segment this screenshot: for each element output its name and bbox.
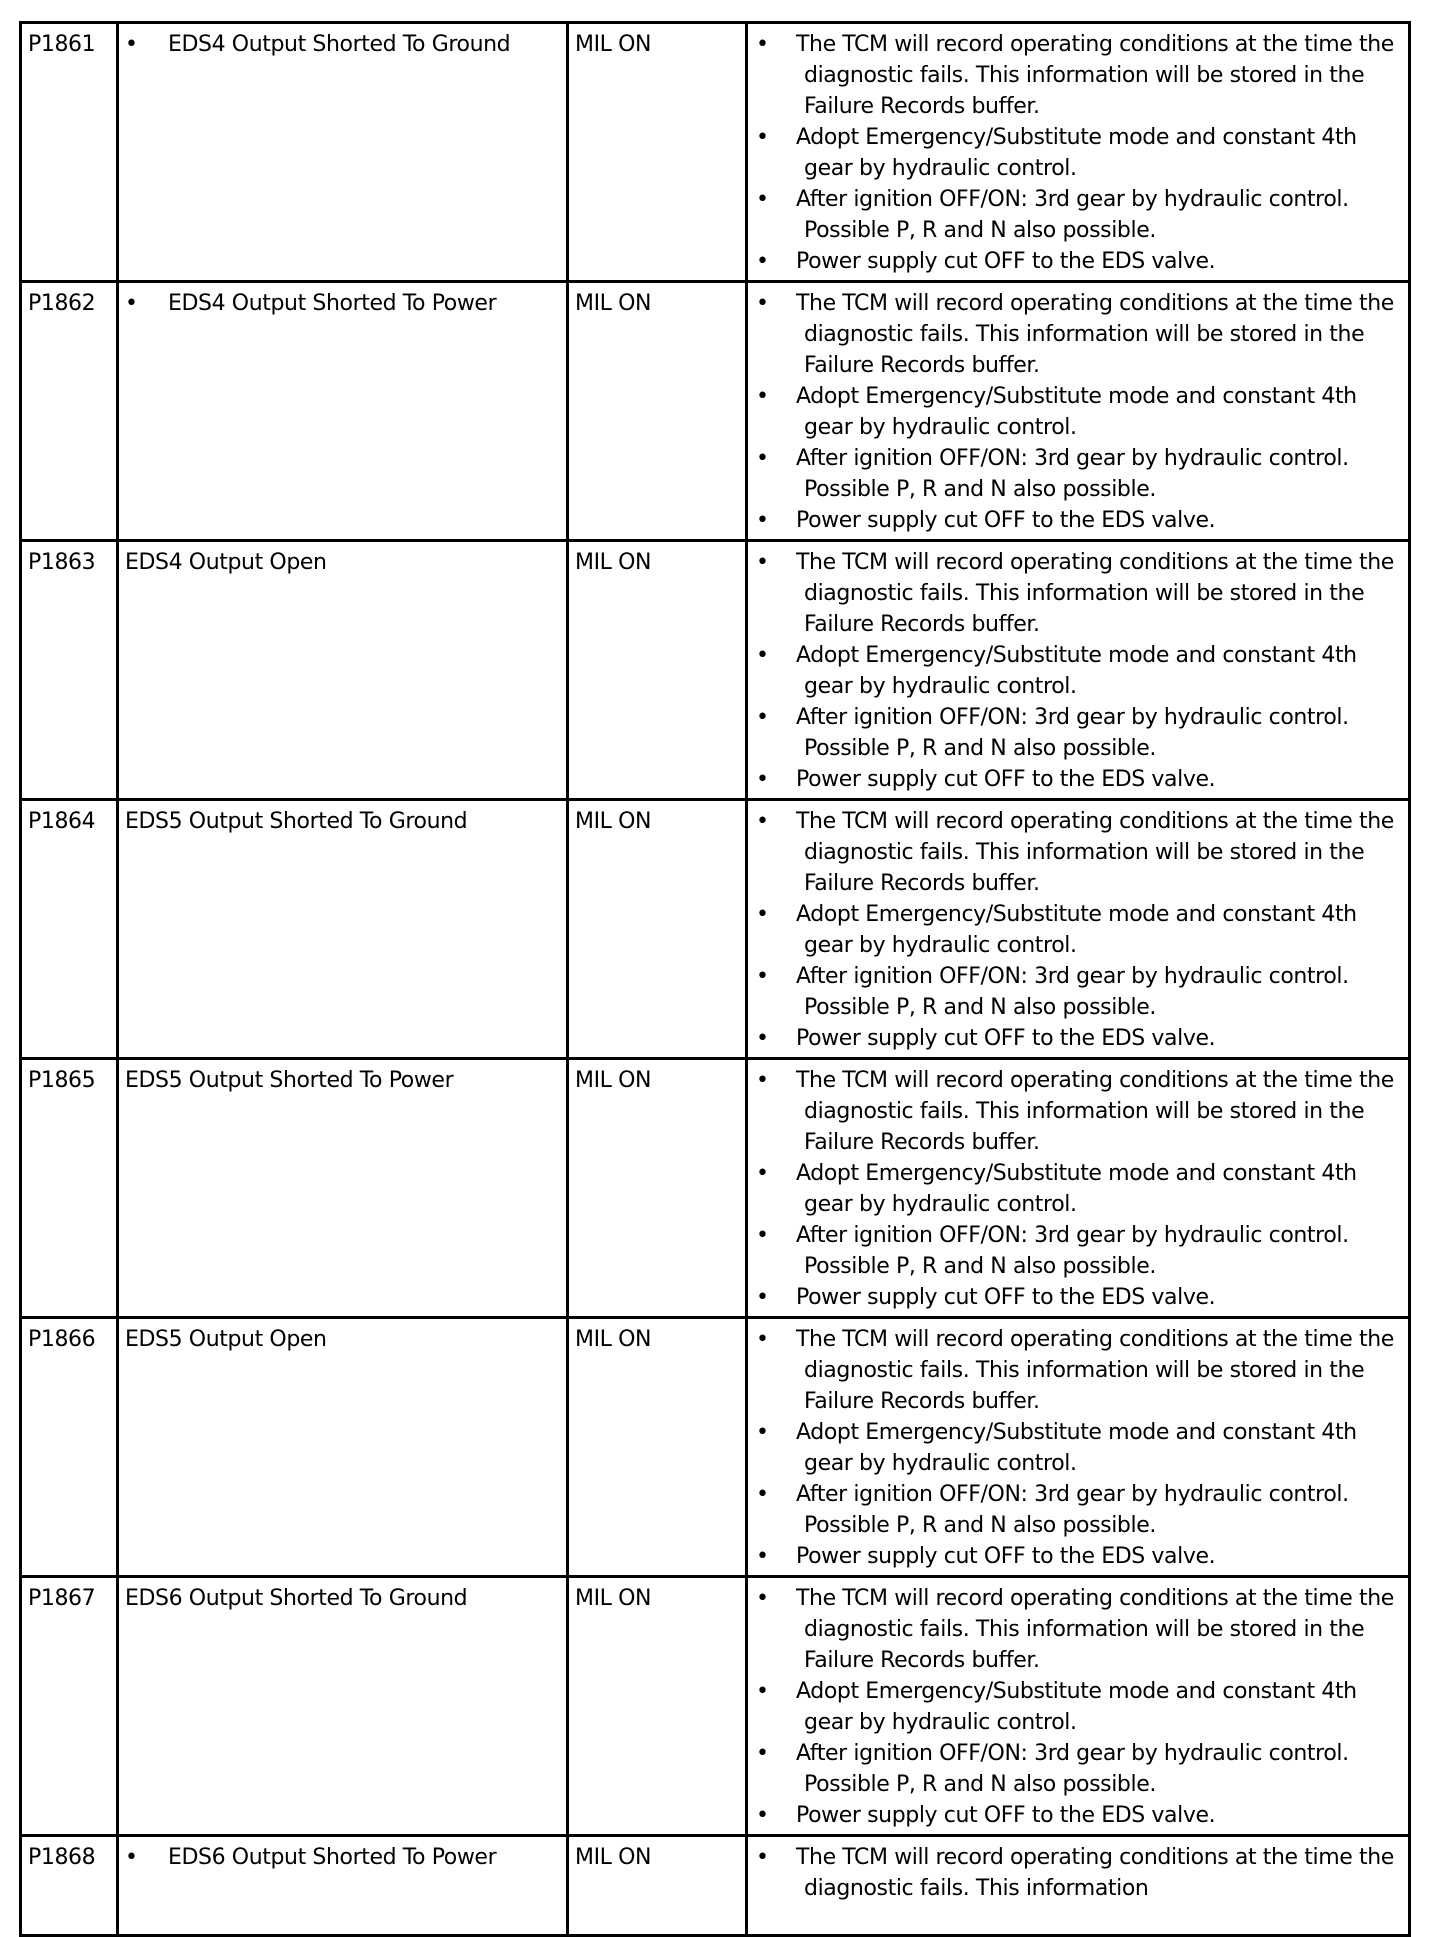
bullet-icon: • bbox=[756, 384, 769, 409]
mil-status: MIL ON bbox=[568, 800, 747, 1059]
action-text: After ignition OFF/ON: 3rd gear by hydraulic control. Possible P, R and N also possible. bbox=[796, 1741, 1349, 1797]
table-row bbox=[21, 1059, 1410, 1318]
actions-list bbox=[756, 29, 1406, 277]
fault-description-cell bbox=[118, 23, 568, 282]
action-text: Adopt Emergency/Substitute mode and constant 4th gear by hydraulic control. bbox=[796, 1679, 1357, 1735]
fail-safe-actions-cell bbox=[747, 800, 1410, 1059]
description-text: EDS4 Output Shorted To Power bbox=[168, 291, 497, 316]
action-text: After ignition OFF/ON: 3rd gear by hydraulic control. Possible P, R and N also possible. bbox=[796, 1482, 1349, 1538]
bullet-icon: • bbox=[756, 1223, 769, 1248]
fail-safe-actions-cell bbox=[747, 541, 1410, 800]
bullet-icon: • bbox=[756, 902, 769, 927]
bullet-icon: • bbox=[756, 809, 769, 834]
action-text: Adopt Emergency/Substitute mode and constant 4th gear by hydraulic control. bbox=[796, 1420, 1357, 1476]
mil-status: MIL ON bbox=[568, 1059, 747, 1318]
action-item bbox=[756, 1676, 1406, 1738]
action-item bbox=[756, 505, 1406, 536]
table-body bbox=[21, 23, 1410, 1936]
dtc-code: P1866 bbox=[21, 1318, 118, 1577]
action-text: After ignition OFF/ON: 3rd gear by hydraulic control. Possible P, R and N also possible. bbox=[796, 1223, 1349, 1279]
fault-description-cell bbox=[118, 541, 568, 800]
actions-list bbox=[756, 1065, 1406, 1313]
bullet-icon: • bbox=[756, 964, 769, 989]
mil-status: MIL ON bbox=[568, 1577, 747, 1836]
bullet-icon: • bbox=[756, 508, 769, 533]
action-item bbox=[756, 246, 1406, 277]
bullet-icon: • bbox=[756, 32, 769, 57]
action-text: Adopt Emergency/Substitute mode and constant 4th gear by hydraulic control. bbox=[796, 902, 1357, 958]
bullet-icon: • bbox=[125, 291, 138, 316]
bullet-icon: • bbox=[756, 1161, 769, 1186]
action-text: Adopt Emergency/Substitute mode and constant 4th gear by hydraulic control. bbox=[796, 643, 1357, 699]
actions-list bbox=[756, 1842, 1406, 1904]
bullet-icon: • bbox=[756, 1544, 769, 1569]
action-text: The TCM will record operating conditions at the time the diagnostic fails. This information will be stored in the Failure Records buffer. bbox=[796, 550, 1394, 637]
action-item bbox=[756, 1220, 1406, 1282]
actions-list bbox=[756, 1583, 1406, 1831]
mil-status: MIL ON bbox=[568, 23, 747, 282]
fault-description-cell bbox=[118, 1836, 568, 1936]
fault-description-cell bbox=[118, 1059, 568, 1318]
action-text: After ignition OFF/ON: 3rd gear by hydraulic control. Possible P, R and N also possible. bbox=[796, 964, 1349, 1020]
action-item bbox=[756, 443, 1406, 505]
bullet-icon: • bbox=[756, 1420, 769, 1445]
diagnostic-codes-table bbox=[19, 21, 1411, 1937]
actions-list bbox=[756, 806, 1406, 1054]
table-row bbox=[21, 541, 1410, 800]
dtc-code: P1863 bbox=[21, 541, 118, 800]
bullet-icon: • bbox=[756, 1741, 769, 1766]
fail-safe-actions-cell bbox=[747, 282, 1410, 541]
bullet-icon: • bbox=[756, 767, 769, 792]
bullet-icon: • bbox=[756, 291, 769, 316]
action-item bbox=[756, 381, 1406, 443]
action-text: After ignition OFF/ON: 3rd gear by hydraulic control. Possible P, R and N also possible. bbox=[796, 446, 1349, 502]
description-text: EDS4 Output Open bbox=[125, 550, 327, 575]
dtc-code: P1867 bbox=[21, 1577, 118, 1836]
action-text: Adopt Emergency/Substitute mode and constant 4th gear by hydraulic control. bbox=[796, 125, 1357, 181]
action-item bbox=[756, 1800, 1406, 1831]
action-item bbox=[756, 1065, 1406, 1158]
bullet-icon: • bbox=[756, 1068, 769, 1093]
action-text: Power supply cut OFF to the EDS valve. bbox=[796, 249, 1216, 274]
actions-list bbox=[756, 547, 1406, 795]
fault-description-cell bbox=[118, 1577, 568, 1836]
table-row bbox=[21, 1577, 1410, 1836]
bullet-icon: • bbox=[756, 249, 769, 274]
description-item bbox=[125, 29, 560, 60]
description-text: EDS6 Output Shorted To Power bbox=[168, 1845, 497, 1870]
action-item bbox=[756, 29, 1406, 122]
fail-safe-actions-cell bbox=[747, 1577, 1410, 1836]
action-text: The TCM will record operating conditions at the time the diagnostic fails. This information will be stored in the Failure Records buffer. bbox=[796, 1327, 1394, 1414]
action-item bbox=[756, 1282, 1406, 1313]
action-text: Power supply cut OFF to the EDS valve. bbox=[796, 508, 1216, 533]
action-item bbox=[756, 1842, 1406, 1904]
action-item bbox=[756, 1417, 1406, 1479]
table-row bbox=[21, 1318, 1410, 1577]
description-text: EDS5 Output Open bbox=[125, 1327, 327, 1352]
description-text: EDS5 Output Shorted To Ground bbox=[125, 809, 468, 834]
action-item bbox=[756, 640, 1406, 702]
description-list bbox=[125, 29, 560, 60]
fail-safe-actions-cell bbox=[747, 23, 1410, 282]
mil-status: MIL ON bbox=[568, 282, 747, 541]
dtc-code: P1864 bbox=[21, 800, 118, 1059]
dtc-code: P1861 bbox=[21, 23, 118, 282]
fault-description-cell bbox=[118, 1318, 568, 1577]
action-text: Adopt Emergency/Substitute mode and constant 4th gear by hydraulic control. bbox=[796, 384, 1357, 440]
dtc-code: P1865 bbox=[21, 1059, 118, 1318]
mil-status: MIL ON bbox=[568, 1318, 747, 1577]
action-text: After ignition OFF/ON: 3rd gear by hydraulic control. Possible P, R and N also possible. bbox=[796, 187, 1349, 243]
action-item bbox=[756, 288, 1406, 381]
actions-list bbox=[756, 1324, 1406, 1572]
action-item bbox=[756, 1023, 1406, 1054]
table-row bbox=[21, 282, 1410, 541]
dtc-code: P1868 bbox=[21, 1836, 118, 1936]
action-item bbox=[756, 1324, 1406, 1417]
actions-list bbox=[756, 288, 1406, 536]
bullet-icon: • bbox=[756, 446, 769, 471]
bullet-icon: • bbox=[756, 1679, 769, 1704]
action-text: The TCM will record operating conditions at the time the diagnostic fails. This information bbox=[796, 1845, 1394, 1901]
bullet-icon: • bbox=[756, 1026, 769, 1051]
action-text: Power supply cut OFF to the EDS valve. bbox=[796, 1544, 1216, 1569]
action-item bbox=[756, 961, 1406, 1023]
dtc-code: P1862 bbox=[21, 282, 118, 541]
action-text: Adopt Emergency/Substitute mode and constant 4th gear by hydraulic control. bbox=[796, 1161, 1357, 1217]
action-text: The TCM will record operating conditions at the time the diagnostic fails. This information will be stored in the Failure Records buffer. bbox=[796, 291, 1394, 378]
bullet-icon: • bbox=[125, 1845, 138, 1870]
action-text: The TCM will record operating conditions at the time the diagnostic fails. This information will be stored in the Failure Records buffer. bbox=[796, 1068, 1394, 1155]
action-item bbox=[756, 1738, 1406, 1800]
bullet-icon: • bbox=[756, 1845, 769, 1870]
table-row bbox=[21, 1836, 1410, 1936]
bullet-icon: • bbox=[756, 643, 769, 668]
fail-safe-actions-cell bbox=[747, 1836, 1410, 1936]
bullet-icon: • bbox=[756, 705, 769, 730]
action-item bbox=[756, 1541, 1406, 1572]
bullet-icon: • bbox=[756, 1327, 769, 1352]
action-text: Power supply cut OFF to the EDS valve. bbox=[796, 1285, 1216, 1310]
table-row bbox=[21, 800, 1410, 1059]
action-item bbox=[756, 806, 1406, 899]
action-item bbox=[756, 1583, 1406, 1676]
action-item bbox=[756, 702, 1406, 764]
fault-description-cell bbox=[118, 800, 568, 1059]
table-row bbox=[21, 23, 1410, 282]
action-text: After ignition OFF/ON: 3rd gear by hydraulic control. Possible P, R and N also possible. bbox=[796, 705, 1349, 761]
action-text: The TCM will record operating conditions at the time the diagnostic fails. This information will be stored in the Failure Records buffer. bbox=[796, 1586, 1394, 1673]
mil-status: MIL ON bbox=[568, 1836, 747, 1936]
bullet-icon: • bbox=[756, 1285, 769, 1310]
bullet-icon: • bbox=[756, 1803, 769, 1828]
fail-safe-actions-cell bbox=[747, 1059, 1410, 1318]
action-text: Power supply cut OFF to the EDS valve. bbox=[796, 1026, 1216, 1051]
description-text: EDS6 Output Shorted To Ground bbox=[125, 1586, 468, 1611]
mil-status: MIL ON bbox=[568, 541, 747, 800]
description-text: EDS5 Output Shorted To Power bbox=[125, 1068, 454, 1093]
description-item bbox=[125, 1842, 560, 1873]
action-text: Power supply cut OFF to the EDS valve. bbox=[796, 1803, 1216, 1828]
action-item bbox=[756, 122, 1406, 184]
description-list bbox=[125, 1842, 560, 1873]
action-item bbox=[756, 899, 1406, 961]
action-item bbox=[756, 1158, 1406, 1220]
action-item bbox=[756, 547, 1406, 640]
bullet-icon: • bbox=[756, 187, 769, 212]
description-text: EDS4 Output Shorted To Ground bbox=[168, 32, 511, 57]
bullet-icon: • bbox=[756, 1482, 769, 1507]
action-text: The TCM will record operating conditions at the time the diagnostic fails. This information will be stored in the Failure Records buffer. bbox=[796, 809, 1394, 896]
action-item bbox=[756, 184, 1406, 246]
action-item bbox=[756, 764, 1406, 795]
bullet-icon: • bbox=[756, 550, 769, 575]
description-item bbox=[125, 288, 560, 319]
action-text: Power supply cut OFF to the EDS valve. bbox=[796, 767, 1216, 792]
action-text: The TCM will record operating conditions at the time the diagnostic fails. This information will be stored in the Failure Records buffer. bbox=[796, 32, 1394, 119]
action-item bbox=[756, 1479, 1406, 1541]
fail-safe-actions-cell bbox=[747, 1318, 1410, 1577]
fault-description-cell bbox=[118, 282, 568, 541]
bullet-icon: • bbox=[756, 125, 769, 150]
bullet-icon: • bbox=[125, 32, 138, 57]
description-list bbox=[125, 288, 560, 319]
bullet-icon: • bbox=[756, 1586, 769, 1611]
